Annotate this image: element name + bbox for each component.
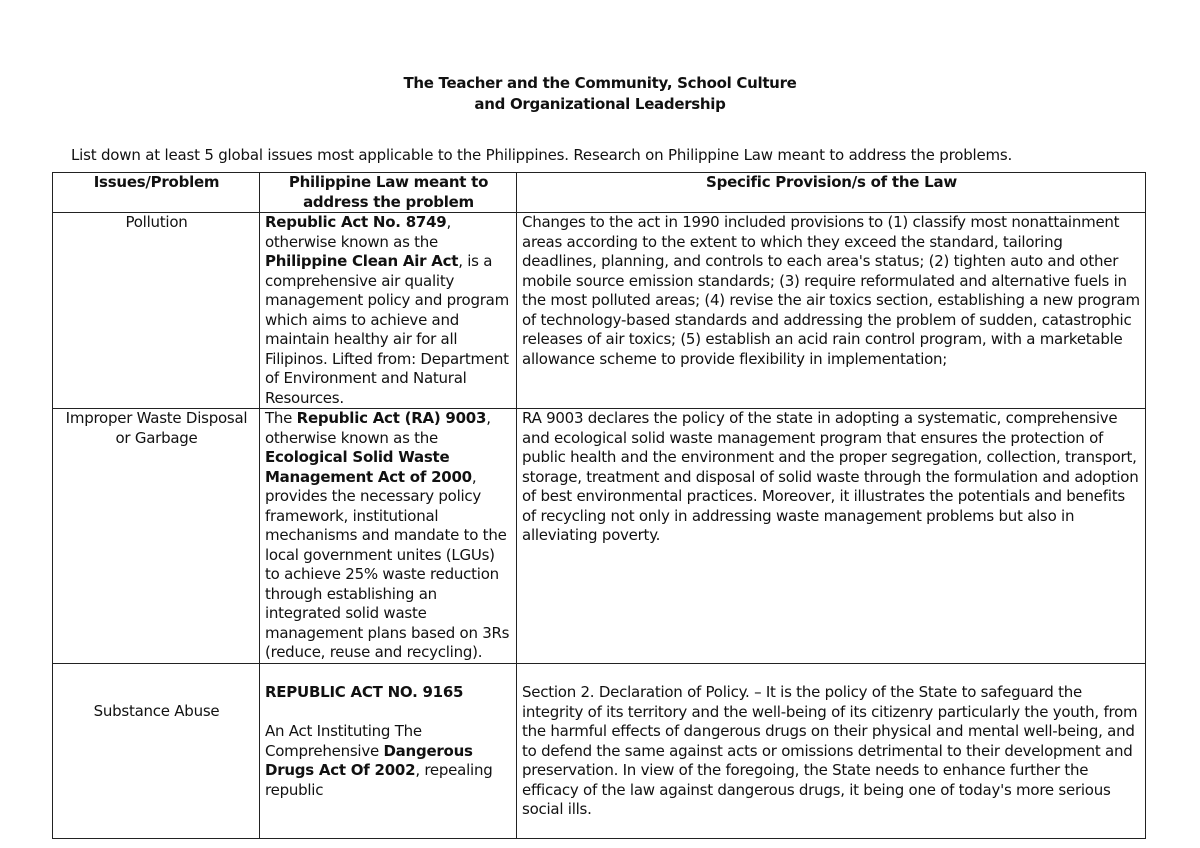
- law-name-bold: Philippine Clean Air Act: [265, 252, 459, 270]
- law-text: The: [265, 409, 297, 427]
- law-name-bold: Republic Act (RA) 9003: [296, 409, 487, 427]
- provision-cell: [517, 663, 1146, 838]
- law-cell: [260, 213, 517, 409]
- table-row: [53, 409, 1146, 664]
- instructions-text: List down at least 5 global issues most applicable to the Philippines. Research on Philippine Law meant to address the problems.: [71, 146, 1013, 164]
- column-header-law: Philippine Law meant to address the problem: [260, 173, 517, 213]
- issue-cell: Pollution: [53, 213, 260, 409]
- column-header-issues: Issues/Problem: [53, 173, 260, 213]
- table-header-row: [53, 173, 1146, 213]
- provision-text: Section 2. Declaration of Policy. – It is the policy of the State to safeguard the integrity of its territory and the well-being of its citizenry particularly the youth, from the harmful effects of dangerous drugs on their physical and mental well-being, and to defend the same against acts or omissions detrimental to their development and preservation. In view of the foregoing, the State needs to enhance further the efficacy of the law against dangerous drugs, it being one of today's more serious social ills.: [522, 683, 1138, 818]
- document-title: [0, 73, 1200, 115]
- issue-cell: Improper Waste Disposal or Garbage: [53, 409, 260, 664]
- law-heading-bold: REPUBLIC ACT NO. 9165: [265, 683, 464, 701]
- law-name-bold: Republic Act No. 8749: [265, 213, 447, 231]
- law-name-bold: Ecological Solid Waste Management Act of 2000: [265, 448, 472, 486]
- title-line-2: and Organizational Leadership: [474, 95, 726, 113]
- table-row: [53, 663, 1146, 838]
- law-text: , is a comprehensive air quality management policy and program which aims to achieve and maintain healthy air for all Filipinos. Lifted from: Department of Environment and Natural Resources.: [265, 252, 509, 407]
- law-name-bold: Dangerous Drugs Act Of 2002: [265, 741, 473, 779]
- law-text: , repealing republic: [265, 761, 493, 799]
- issues-law-table: [52, 172, 1146, 839]
- law-text: , otherwise known as the: [265, 409, 491, 447]
- column-header-provisions: Specific Provision/s of the Law: [517, 173, 1146, 213]
- title-line-1: The Teacher and the Community, School Culture: [403, 74, 797, 92]
- law-text: , otherwise known as the: [265, 213, 451, 251]
- law-text: An Act Instituting The Comprehensive: [265, 722, 422, 760]
- issue-cell: Substance Abuse: [53, 663, 260, 838]
- law-text: , provides the necessary policy framework, institutional mechanisms and mandate to the local government unites (LGUs) to achieve 25% waste reduction through establishing an integrated solid waste management plans based on 3Rs (reduce, reuse and recycling).: [265, 467, 510, 661]
- law-cell: [260, 663, 517, 838]
- provision-cell: RA 9003 declares the policy of the state in adopting a systematic, comprehensive and ecological solid waste management program that ensures the protection of public health and the environment and the proper segregation, collection, transport, storage, treatment and disposal of solid waste through the formulation and adoption of best environmental practices. Moreover, it illustrates the potentials and benefits of recycling not only in addressing waste management problems but also in alleviating poverty.: [517, 409, 1146, 664]
- table-row: [53, 213, 1146, 409]
- law-cell: [260, 409, 517, 664]
- provision-cell: Changes to the act in 1990 included provisions to (1) classify most nonattainment areas according to the extent to which they exceed the standard, tailoring deadlines, planning, and controls to each area's status; (2) tighten auto and other mobile source emission standards; (3) require reformulated and alternative fuels in the most polluted areas; (4) revise the air toxics section, establishing a new program of technology-based standards and addressing the problem of sudden, catastrophic releases of air toxics; (5) establish an acid rain control program, with a marketable allowance scheme to provide flexibility in implementation;: [517, 213, 1146, 409]
